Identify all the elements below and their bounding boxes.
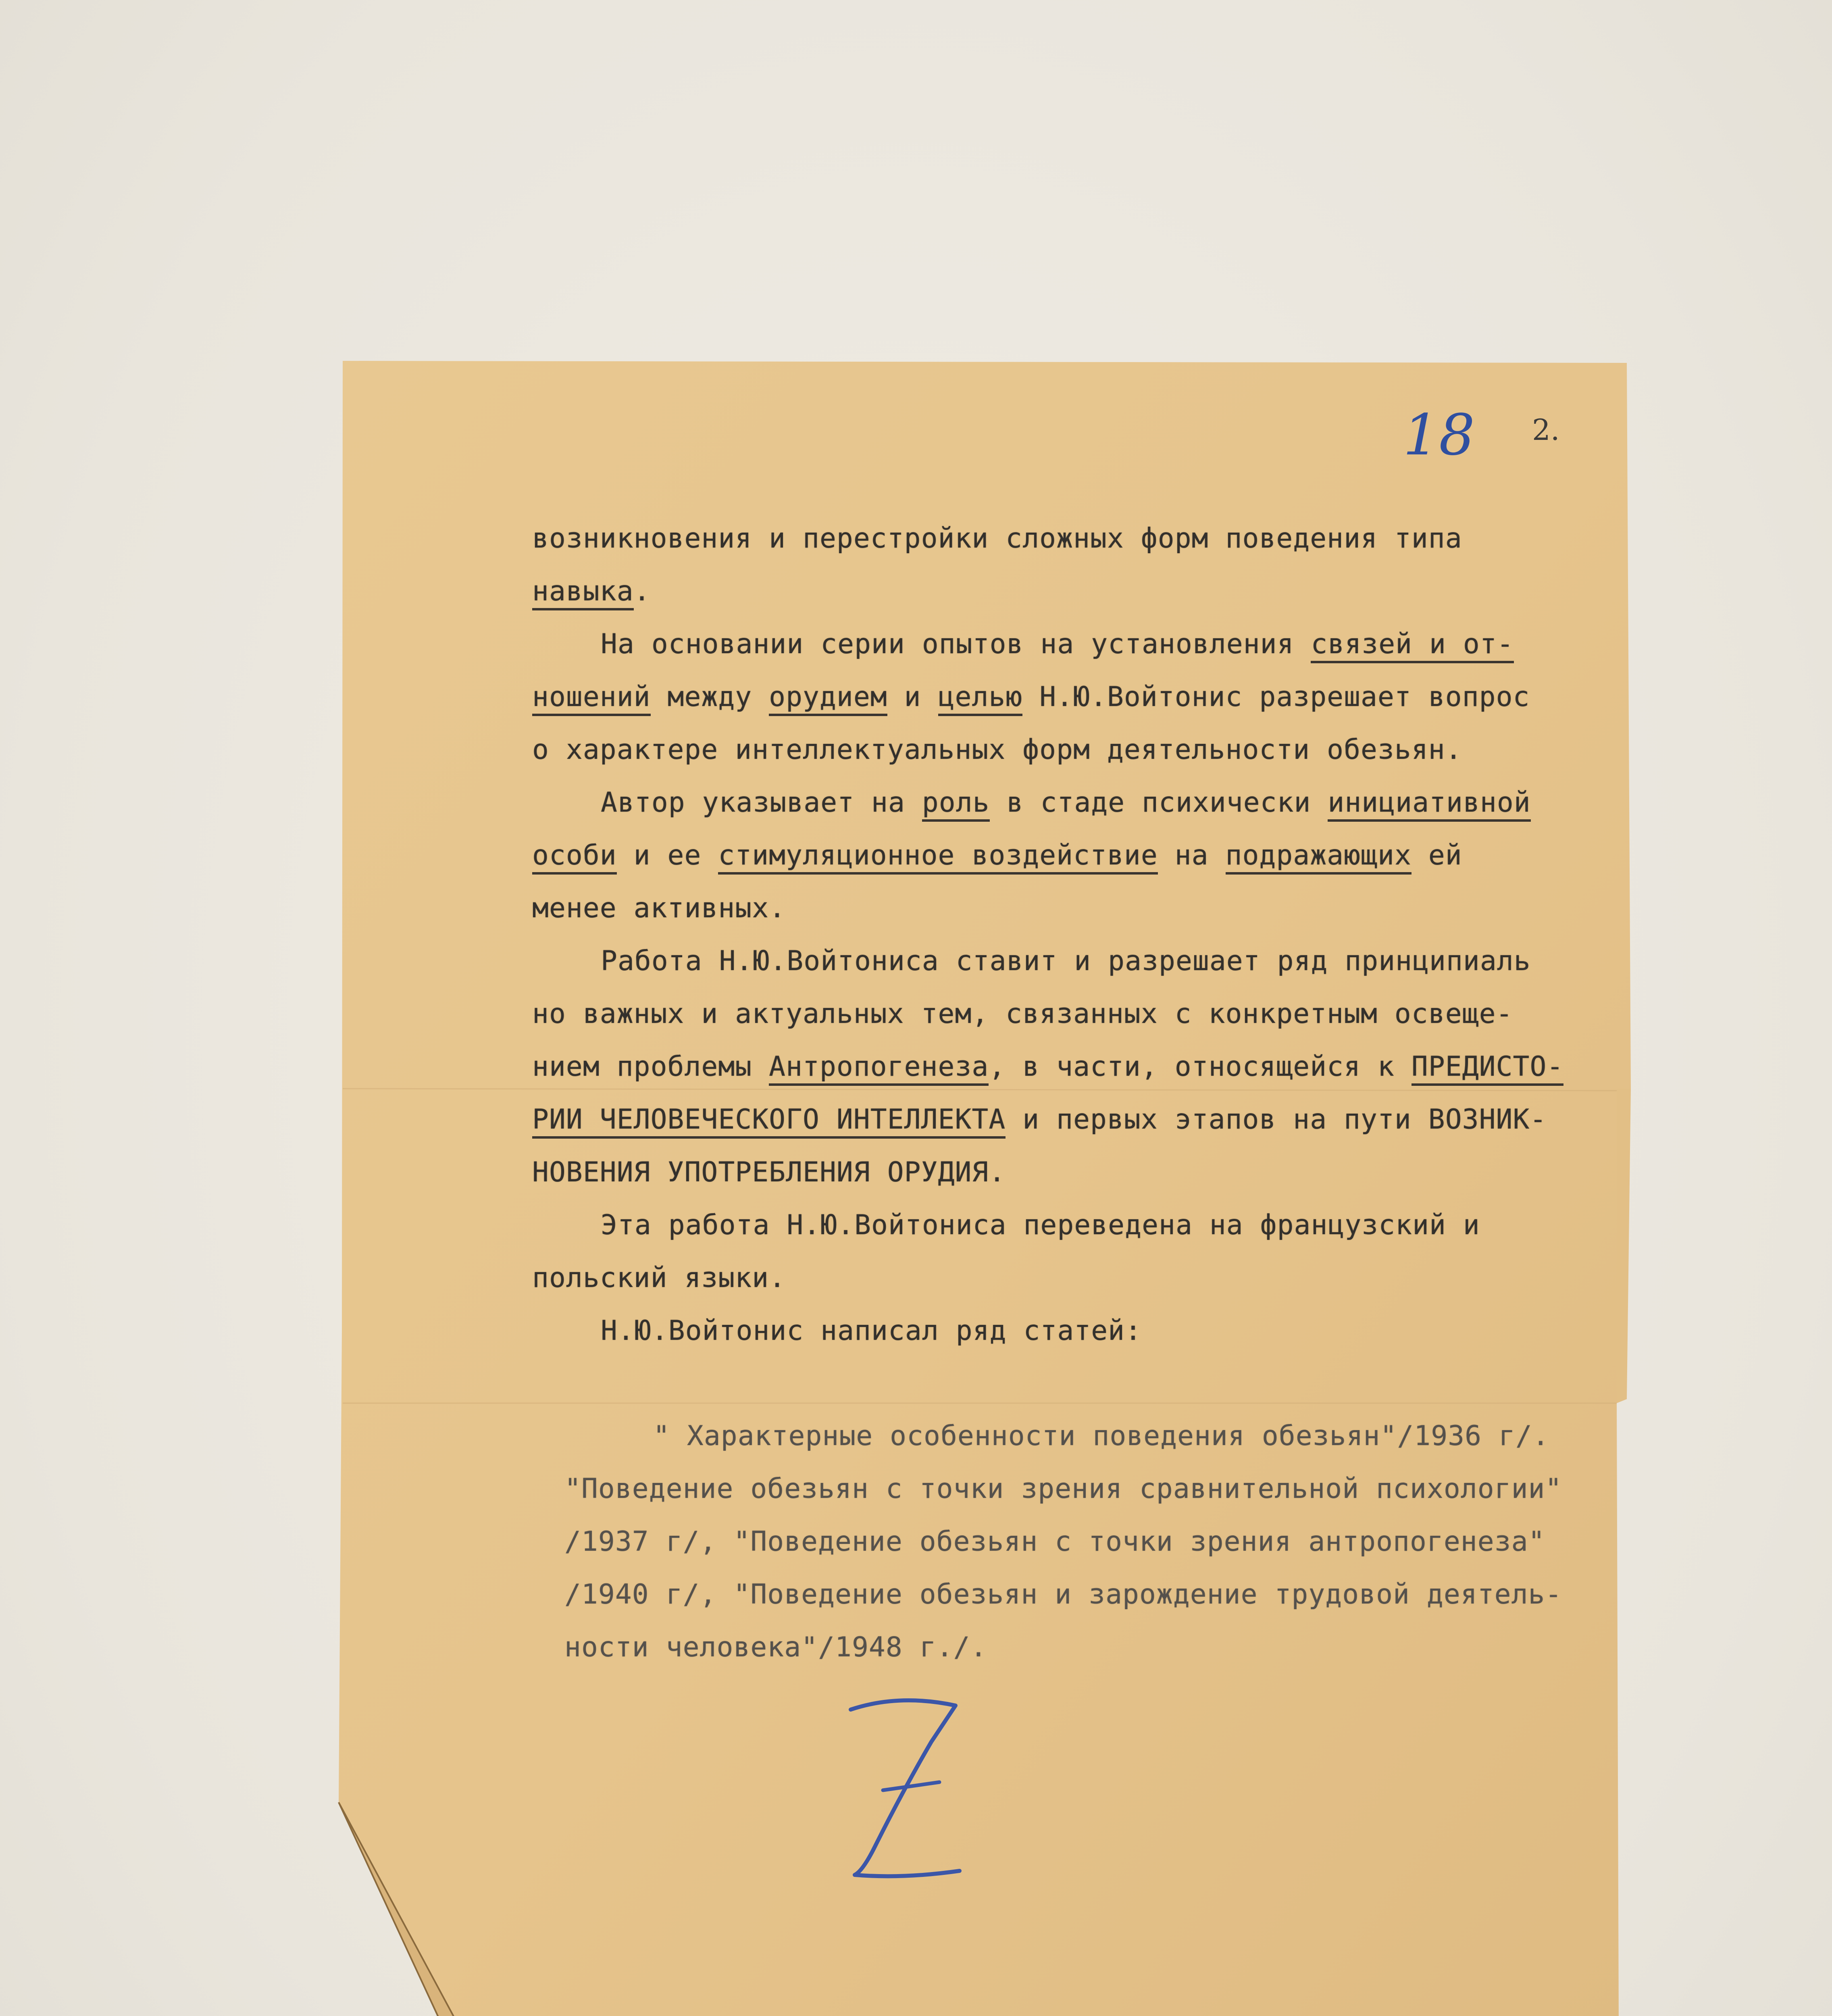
text-segment: нием проблемы bbox=[532, 1051, 769, 1083]
bibliography-line: " Характерные особенности поведения обезьян"/1936 г/. bbox=[653, 1420, 1549, 1452]
underlined-text: орудием bbox=[769, 681, 887, 716]
text-segment: польский языки. bbox=[532, 1262, 786, 1294]
text-segment: на bbox=[1157, 839, 1226, 871]
underlined-text: ношений bbox=[532, 681, 651, 716]
text-line bbox=[532, 987, 1621, 1040]
text-line bbox=[532, 882, 1621, 935]
underlined-text: стимуляционное воздействие bbox=[718, 839, 1157, 875]
text-line bbox=[532, 829, 1621, 882]
text-segment: между bbox=[650, 681, 769, 713]
text-segment: менее активных. bbox=[532, 892, 786, 924]
text-segment: На основании серии опытов на установления bbox=[601, 628, 1311, 660]
text-segment: Автор указывает на bbox=[601, 787, 922, 818]
text-segment: в стаде психически bbox=[989, 787, 1328, 818]
text-segment: Работа Н.Ю.Войтониса ставит и разрешает ряд принципиаль bbox=[601, 945, 1531, 977]
bibliography-line: /1937 г/, "Поведение обезьян с точки зрения антропогенеза" bbox=[564, 1526, 1545, 1558]
spacer bbox=[532, 1357, 1621, 1410]
text-line bbox=[532, 1199, 1621, 1252]
text-line bbox=[532, 776, 1621, 829]
old-folio-number: 2. bbox=[1532, 413, 1560, 447]
text-line bbox=[532, 1040, 1621, 1093]
bibliography-line: "Поведение обезьян с точки зрения сравнительной психологии" bbox=[564, 1473, 1562, 1505]
underlined-text: роль bbox=[922, 787, 990, 822]
underlined-text: навыка bbox=[532, 575, 634, 610]
underlined-text: подражающих bbox=[1226, 839, 1411, 875]
underlined-text: РИИ ЧЕЛОВЕЧЕСКОГО ИНТЕЛЛЕКТА bbox=[532, 1104, 1006, 1139]
underlined-text: Антропогенеза bbox=[769, 1051, 989, 1086]
text-segment: . bbox=[633, 575, 651, 607]
text-segment: ей bbox=[1411, 839, 1462, 871]
text-line bbox=[532, 1304, 1621, 1357]
text-segment: Н.Ю.Войтонис разрешает вопрос bbox=[1022, 681, 1530, 713]
text-line bbox=[532, 935, 1621, 987]
text-segment: возникновения и перестройки сложных форм поведения типа bbox=[532, 523, 1462, 554]
text-line bbox=[532, 565, 1621, 618]
underlined-text: особи bbox=[532, 839, 617, 875]
text-line bbox=[532, 671, 1621, 723]
text-line bbox=[532, 512, 1621, 565]
text-segment: Эта работа Н.Ю.Войтониса переведена на французский и bbox=[601, 1209, 1480, 1241]
folio-number: 18 bbox=[1403, 402, 1475, 468]
text-line bbox=[532, 1252, 1621, 1304]
text-segment: , в части, относящейся к bbox=[989, 1051, 1411, 1083]
text-line bbox=[532, 1146, 1621, 1199]
underlined-text: инициативной bbox=[1328, 787, 1530, 822]
text-segment: НОВЕНИЯ УПОТРЕБЛЕНИЯ ОРУДИЯ. bbox=[532, 1156, 1006, 1188]
bibliography-line: ности человека"/1948 г./. bbox=[564, 1631, 987, 1663]
text-line bbox=[532, 618, 1621, 671]
text-segment: Н.Ю.Войтонис написал ряд статей: bbox=[601, 1315, 1142, 1347]
underlined-text: связей и от- bbox=[1311, 628, 1513, 663]
text-line bbox=[532, 723, 1621, 776]
typewritten-text bbox=[532, 512, 1621, 1674]
text-segment: и первых этапов на пути ВОЗНИК- bbox=[1006, 1104, 1547, 1135]
underlined-text: ПРЕДИСТО- bbox=[1411, 1051, 1563, 1086]
underlined-text: целью bbox=[938, 681, 1023, 716]
bibliography-line: /1940 г/, "Поведение обезьян и зарождение трудовой деятель- bbox=[564, 1579, 1562, 1610]
text-segment: и ее bbox=[616, 839, 718, 871]
text-segment: и bbox=[887, 681, 938, 713]
handwritten-seven-mark bbox=[839, 1685, 968, 1895]
text-segment: но важных и актуальных тем, связанных с конкретным освеще- bbox=[532, 998, 1513, 1030]
text-line bbox=[532, 1093, 1621, 1146]
text-segment: о характере интеллектуальных форм деятельности обезьян. bbox=[532, 734, 1462, 766]
